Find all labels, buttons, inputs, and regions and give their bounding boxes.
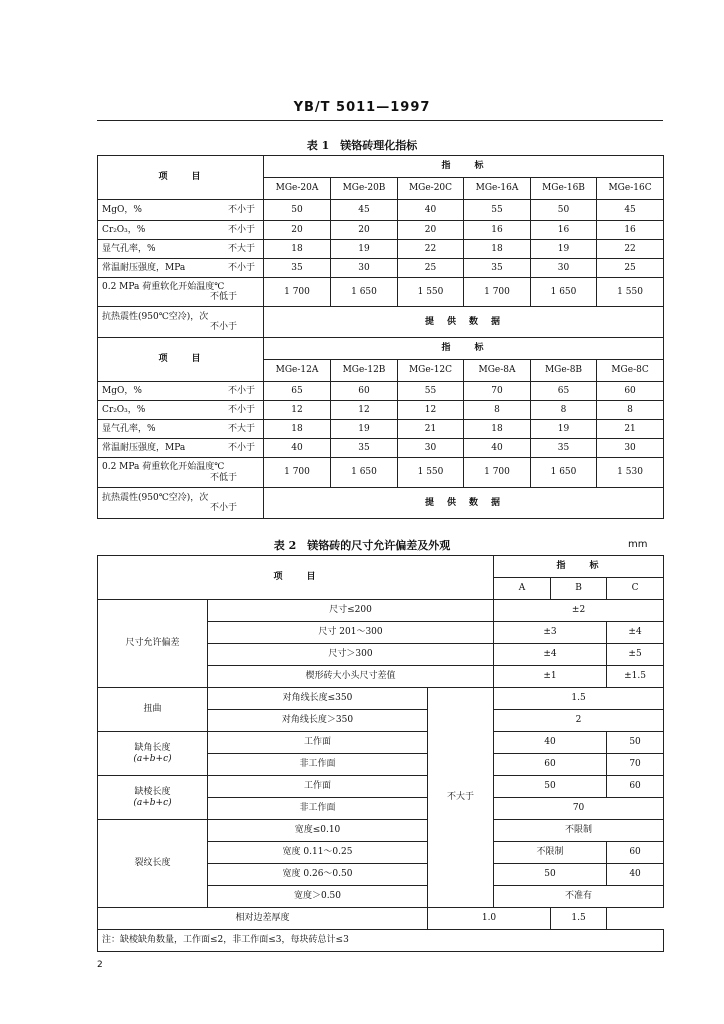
table1-item-header: 项 目 [98, 156, 264, 200]
cell-value: 1 550 [398, 278, 464, 307]
cell-value: 8 [597, 401, 664, 420]
group-formula: (a+b+c) [133, 797, 172, 808]
row-limit: 不小于 [227, 224, 255, 235]
cell-value: ±3 [494, 622, 607, 644]
cell-value: 8 [464, 401, 531, 420]
table1-head-row [98, 156, 664, 178]
cell-value: 16 [597, 221, 664, 240]
cell-value: 19 [531, 240, 597, 259]
grade-label: C [607, 578, 664, 600]
cell-value: 70 [607, 754, 664, 776]
table-row [98, 908, 664, 930]
table-row [98, 732, 664, 754]
cell-value: 25 [597, 259, 664, 278]
row-label: MgO，% [102, 385, 142, 396]
grade-label: MGe-16A [464, 178, 531, 200]
group-label-text: 缺角长度 [134, 743, 171, 754]
table2-item-header: 项 目 [98, 556, 494, 600]
cell-value: 1.0 [428, 908, 551, 930]
row-limit: 不小于 [227, 204, 255, 215]
row-label: 常温耐压强度，MPa [102, 262, 186, 273]
cell-value: 30 [331, 259, 398, 278]
row-label: 相对边差厚度 [98, 908, 428, 930]
row-label: 楔形砖大小头尺寸差值 [208, 666, 494, 688]
table-row [98, 820, 664, 842]
row-limit: 不小于 [227, 404, 255, 415]
row-label: 宽度 0.26～0.50 [208, 864, 428, 886]
cell-value: 70 [464, 382, 531, 401]
cell-value: 16 [464, 221, 531, 240]
row-label: 宽度≤0.10 [208, 820, 428, 842]
cell-value: 20 [398, 221, 464, 240]
cell-value: 19 [331, 240, 398, 259]
row-limit: 不小于 [227, 262, 255, 273]
cell-value: 30 [398, 439, 464, 458]
row-label: 尺寸＞300 [208, 644, 494, 666]
standard-header: YB/T 5011—1997 [293, 100, 431, 115]
cell-value: 40 [494, 732, 607, 754]
provide-data-cell: 提 供 数 据 [264, 307, 664, 338]
cell-value: 1 650 [531, 278, 597, 307]
cell-value: 12 [331, 401, 398, 420]
cell-value: 1 550 [597, 278, 664, 307]
cell-value: 8 [531, 401, 597, 420]
grade-label: MGe-20B [331, 178, 398, 200]
cell-value: 50 [531, 200, 597, 221]
cell-value: 70 [494, 798, 664, 820]
cell-value: 21 [398, 420, 464, 439]
cell-value: 60 [597, 382, 664, 401]
cell-value: 35 [464, 259, 531, 278]
grade-label: MGe-12B [331, 360, 398, 382]
cell-value: 1.5 [494, 688, 664, 710]
cell-value: ±5 [607, 644, 664, 666]
row-label: 显气孔率，% [102, 423, 156, 434]
cell-value: 20 [331, 221, 398, 240]
row-limit: 不大于 [227, 423, 255, 434]
table-row [98, 401, 664, 420]
cell-value: 18 [264, 240, 331, 259]
header-rule [97, 120, 663, 121]
table-row [98, 221, 664, 240]
grade-label: A [494, 578, 551, 600]
cell-value: 40 [464, 439, 531, 458]
cell-value: 35 [331, 439, 398, 458]
cell-value: 21 [597, 420, 664, 439]
row-label: 抗热震性(950℃空冷)，次 [102, 311, 209, 322]
table-row [98, 200, 664, 221]
table2-index-header: 指 标 [494, 556, 664, 578]
table-row [98, 240, 664, 259]
cell-value: 50 [607, 732, 664, 754]
cell-value: 1 700 [464, 278, 531, 307]
row-limit: 不小于 [209, 322, 237, 332]
cell-value: 不准有 [494, 886, 664, 908]
cell-value: 60 [607, 842, 664, 864]
row-limit: 不小于 [209, 503, 237, 513]
cell-value: 18 [464, 420, 531, 439]
row-limit: 不小于 [227, 385, 255, 396]
cell-value: 40 [607, 864, 664, 886]
grade-label: MGe-20A [264, 178, 331, 200]
cell-value: 35 [264, 259, 331, 278]
table-row [98, 688, 664, 710]
grade-label: MGe-12C [398, 360, 464, 382]
cell-value: 55 [398, 382, 464, 401]
cell-value: 1 700 [264, 458, 331, 488]
group-label [98, 776, 208, 820]
table1-caption: 表 1 镁铬砖理化指标 [306, 139, 418, 152]
cell-value: 65 [264, 382, 331, 401]
table-row [98, 382, 664, 401]
grade-label: MGe-20C [398, 178, 464, 200]
cell-value: 1 700 [264, 278, 331, 307]
grade-label: MGe-16B [531, 178, 597, 200]
cell-value: 1 650 [531, 458, 597, 488]
row-label: 0.2 MPa 荷重软化开始温度℃ [102, 462, 225, 473]
row-label: 工作面 [208, 732, 428, 754]
group-formula: (a+b+c) [133, 753, 172, 764]
row-label: 尺寸 201～300 [208, 622, 494, 644]
cell-value: 2 [494, 710, 664, 732]
provide-data-cell: 提 供 数 据 [264, 488, 664, 519]
cell-value: 22 [398, 240, 464, 259]
cell-value: 22 [597, 240, 664, 259]
group-label: 尺寸允许偏差 [98, 600, 208, 688]
table-note-row [98, 930, 664, 952]
cell-value: 45 [331, 200, 398, 221]
not-greater-cell: 不大于 [428, 688, 494, 908]
cell-value: 12 [398, 401, 464, 420]
row-label: 非工作面 [208, 798, 428, 820]
row-label: 尺寸≤200 [208, 600, 494, 622]
table-row [98, 600, 664, 622]
group-label: 裂纹长度 [98, 820, 208, 908]
row-label: 对角线长度≤350 [208, 688, 428, 710]
group-label [98, 732, 208, 776]
cell-value: 12 [264, 401, 331, 420]
cell-value: 25 [398, 259, 464, 278]
cell-value: 50 [494, 776, 607, 798]
cell-value: 1.5 [551, 908, 607, 930]
cell-value: 16 [531, 221, 597, 240]
table-row [98, 420, 664, 439]
cell-value: 19 [531, 420, 597, 439]
table1-head-row [98, 338, 664, 360]
cell-value: 18 [264, 420, 331, 439]
table1 [97, 155, 664, 519]
row-limit: 不大于 [227, 243, 255, 254]
cell-value: 50 [264, 200, 331, 221]
cell-value: ±1 [494, 666, 607, 688]
table1-index-header: 指 标 [264, 338, 664, 360]
cell-value: ±4 [494, 644, 607, 666]
cell-value: 65 [531, 382, 597, 401]
cell-value: 20 [264, 221, 331, 240]
group-label-text: 缺棱长度 [134, 787, 171, 798]
cell-value: ±4 [607, 622, 664, 644]
table-row [98, 776, 664, 798]
table2-caption: 表 2 镁铬砖的尺寸允许偏差及外观 [273, 539, 451, 552]
row-label: 常温耐压强度，MPa [102, 442, 186, 453]
table2-note: 注：缺棱缺角数量，工作面≤2，非工作面≤3，每块砖总计≤3 [98, 930, 664, 952]
cell-value: ±1.5 [607, 666, 664, 688]
grade-label: MGe-12A [264, 360, 331, 382]
grade-label: MGe-8C [597, 360, 664, 382]
page-number: 2 [97, 960, 103, 970]
cell-value: 40 [264, 439, 331, 458]
row-label: 宽度 0.11～0.25 [208, 842, 428, 864]
row-label: Cr₂O₃，% [102, 404, 146, 415]
row-limit: 不小于 [227, 442, 255, 453]
row-limit: 不低于 [209, 472, 237, 483]
group-label: 扭曲 [98, 688, 208, 732]
table-row [98, 488, 664, 519]
row-label: 工作面 [208, 776, 428, 798]
table-row [98, 278, 664, 307]
cell-value: 19 [331, 420, 398, 439]
grade-label: MGe-8B [531, 360, 597, 382]
row-label: 抗热震性(950℃空冷)，次 [102, 492, 209, 503]
table2 [97, 555, 664, 952]
cell-value: ±2 [494, 600, 664, 622]
cell-value: 不限制 [494, 820, 664, 842]
row-label: 0.2 MPa 荷重软化开始温度℃ [102, 281, 225, 292]
cell-value: 60 [494, 754, 607, 776]
cell-value: 30 [597, 439, 664, 458]
table2-unit: mm [628, 539, 648, 550]
row-label: 对角线长度＞350 [208, 710, 428, 732]
row-label: 非工作面 [208, 754, 428, 776]
cell-value: 1 650 [331, 458, 398, 488]
cell-value: 30 [531, 259, 597, 278]
row-limit: 不低于 [209, 292, 237, 302]
table-row [98, 439, 664, 458]
cell-value: 1 530 [597, 458, 664, 488]
grade-label: B [551, 578, 607, 600]
cell-value: 60 [331, 382, 398, 401]
table1-item-header: 项 目 [98, 338, 264, 382]
cell-value: 40 [398, 200, 464, 221]
cell-value: 18 [464, 240, 531, 259]
cell-value: 35 [531, 439, 597, 458]
row-label: 显气孔率，% [102, 243, 156, 254]
cell-value: 45 [597, 200, 664, 221]
row-label: Cr₂O₃，% [102, 224, 146, 235]
cell-value: 1 700 [464, 458, 531, 488]
row-label: 宽度＞0.50 [208, 886, 428, 908]
cell-value: 55 [464, 200, 531, 221]
grade-label: MGe-16C [597, 178, 664, 200]
table-row [98, 458, 664, 488]
cell-value: 1 550 [398, 458, 464, 488]
cell-value: 60 [607, 776, 664, 798]
table-row [98, 259, 664, 278]
table1-index-header: 指 标 [264, 156, 664, 178]
grade-label: MGe-8A [464, 360, 531, 382]
table2-head-row [98, 556, 664, 578]
cell-value: 50 [494, 864, 607, 886]
cell-value: 不限制 [494, 842, 607, 864]
table-row [98, 307, 664, 338]
row-label: MgO，% [102, 204, 142, 215]
cell-value: 1 650 [331, 278, 398, 307]
